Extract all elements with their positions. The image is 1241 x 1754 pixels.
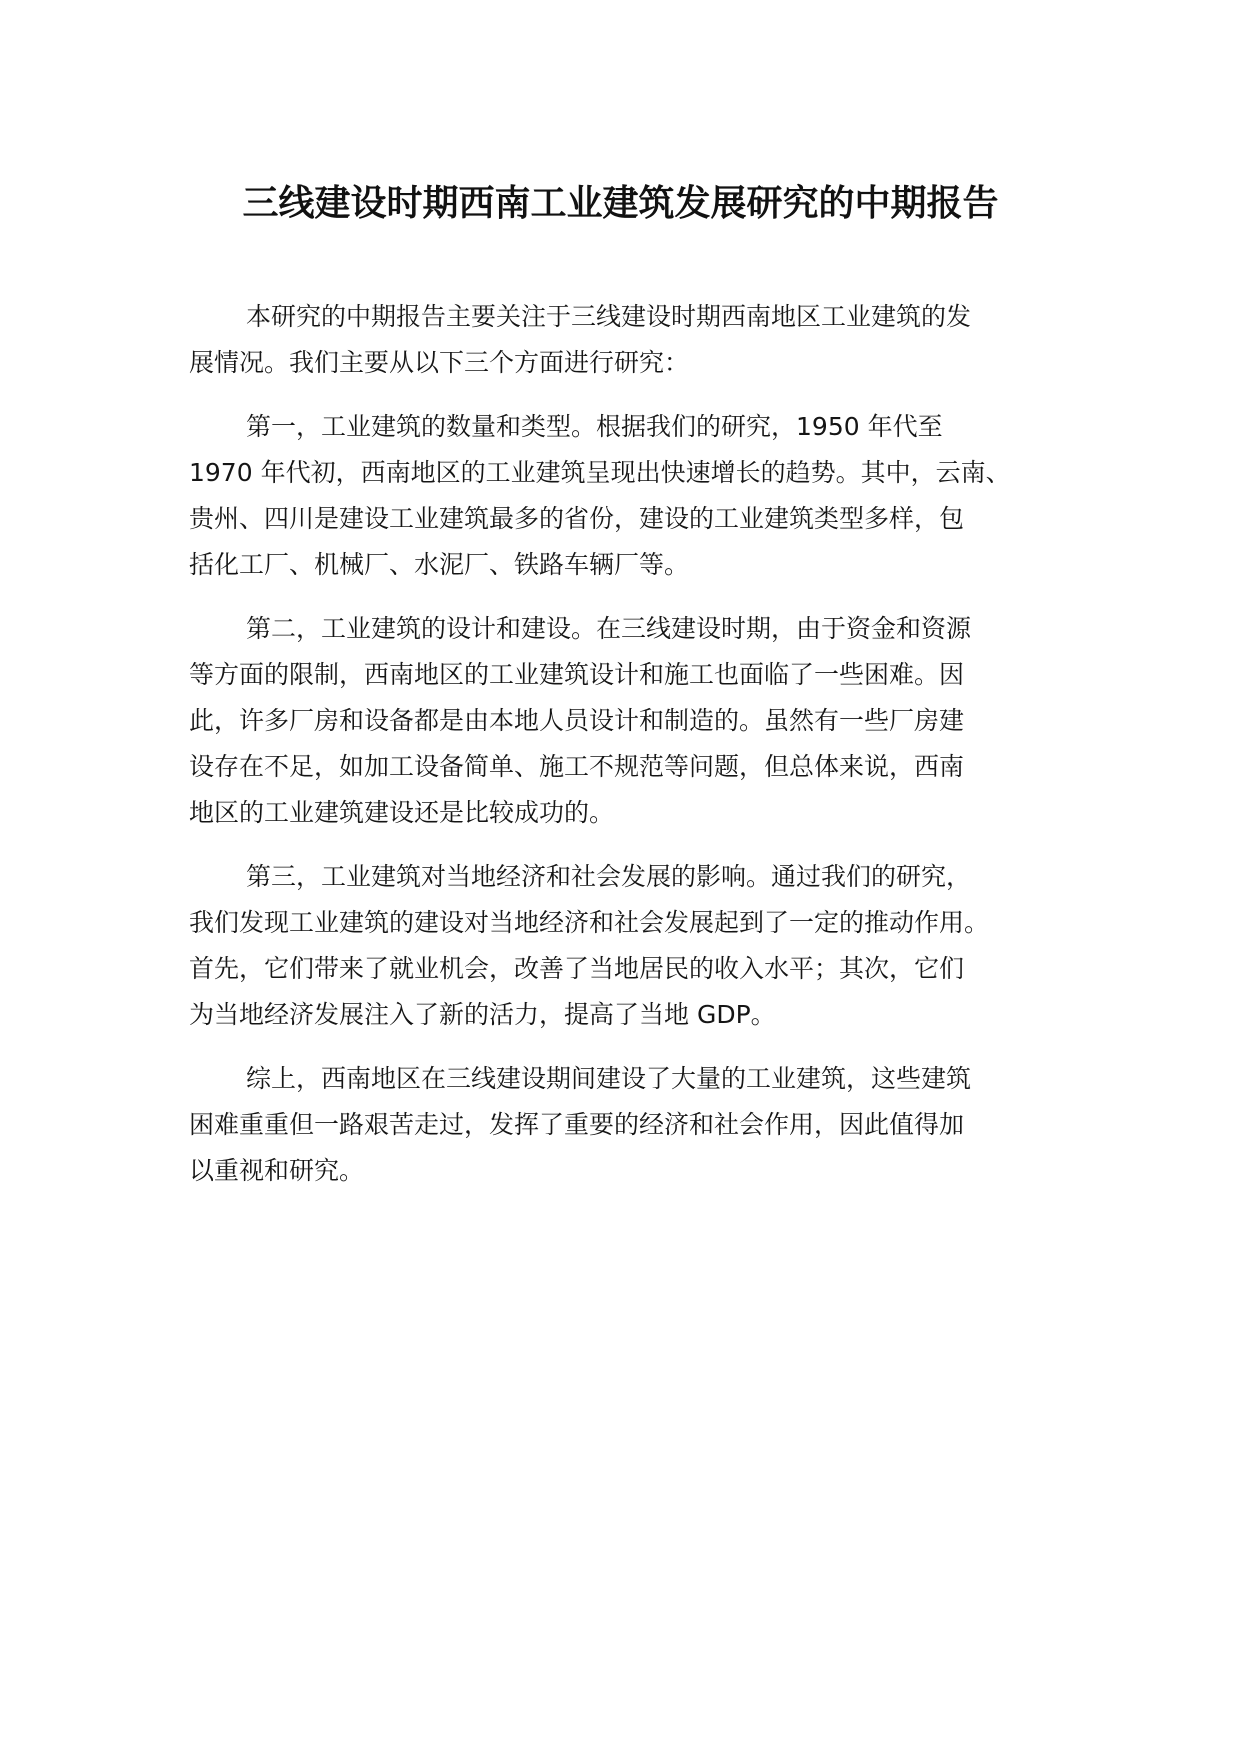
paragraph-line: 地区的工业建筑建设还是比较成功的。: [189, 798, 615, 827]
paragraph-line: 第二，工业建筑的设计和建设。在三线建设时期，由于资金和资源: [246, 614, 972, 643]
paragraph-third-point: [189, 854, 1069, 1038]
paragraph-line: 此，许多厂房和设备都是由本地人员设计和制造的。虽然有一些厂房建: [189, 706, 965, 735]
paragraph-line: 括化工厂、机械厂、水泥厂、铁路车辆厂等。: [189, 550, 690, 579]
paragraph-line: 展情况。我们主要从以下三个方面进行研究：: [189, 348, 690, 377]
paragraph-line: 以重视和研究。: [189, 1156, 365, 1185]
paragraph-line: 综上，西南地区在三线建设期间建设了大量的工业建筑，这些建筑: [246, 1064, 972, 1093]
paragraph-line: 贵州、四川是建设工业建筑最多的省份，建设的工业建筑类型多样，包: [189, 504, 965, 533]
paragraph-line: 为当地经济发展注入了新的活力，提高了当地 GDP。: [189, 1000, 776, 1029]
paragraph-line: 困难重重但一路艰苦走过，发挥了重要的经济和社会作用，因此值得加: [189, 1110, 965, 1139]
paragraph-line: 第一，工业建筑的数量和类型。根据我们的研究，1950 年代至: [246, 412, 943, 441]
paragraph-first-point: [189, 404, 1069, 588]
paragraph-line: 我们发现工业建筑的建设对当地经济和社会发展起到了一定的推动作用。: [189, 908, 990, 937]
paragraph-second-point: [189, 606, 1069, 836]
paragraph-line: 首先，它们带来了就业机会，改善了当地居民的收入水平；其次，它们: [189, 954, 965, 983]
document-body: [189, 294, 1069, 1212]
paragraph-line: 设存在不足，如加工设备简单、施工不规范等问题，但总体来说，西南: [189, 752, 965, 781]
document-title: 三线建设时期西南工业建筑发展研究的中期报告: [242, 183, 999, 224]
paragraph-conclusion: [189, 1056, 1069, 1194]
paragraph-line: 等方面的限制，西南地区的工业建筑设计和施工也面临了一些困难。因: [189, 660, 965, 689]
paragraph-line: 本研究的中期报告主要关注于三线建设时期西南地区工业建筑的发: [246, 302, 972, 331]
paragraph-line: 1970 年代初，西南地区的工业建筑呈现出快速增长的趋势。其中，云南、: [189, 458, 1011, 487]
paragraph-intro: [189, 294, 1069, 386]
paragraph-line: 第三，工业建筑对当地经济和社会发展的影响。通过我们的研究，: [246, 862, 972, 891]
